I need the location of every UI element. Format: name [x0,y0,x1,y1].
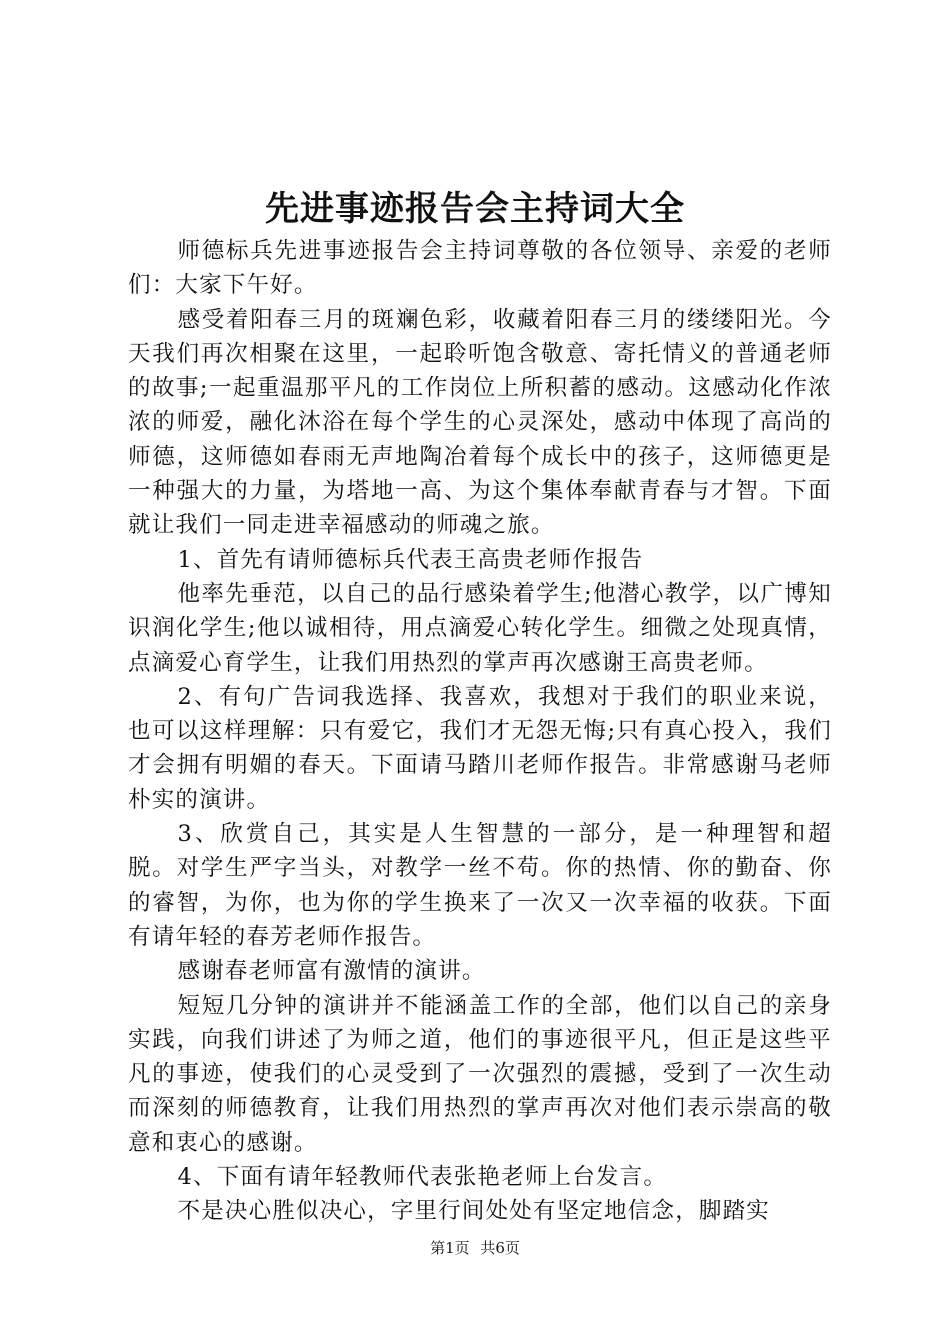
page-footer [0,1238,950,1258]
document-body [128,234,832,1229]
page-number-total: 共6页 [480,1239,520,1257]
paragraph: 3、欣赏自己，其实是人生智慧的一部分，是一种理智和超脱。对学生严字当头，对教学一丝不苟。你的热情、你的勤奋、你的睿智，为你，也为你的学生换来了一次又一次幸福的收获。下面有请年轻的春芳老师作报告。 [128,821,832,950]
paragraph: 他率先垂范，以自己的品行感染着学生;他潜心教学，以广博知识润化学生;他以诚相待，用点滴爱心转化学生。细微之处现真情，点滴爱心育学生，让我们用热烈的掌声再次感谢王高贵老师。 [128,580,832,676]
document-title: 先进事迹报告会主持词大全 [265,189,685,229]
paragraph: 4、下面有请年轻教师代表张艳老师上台发言。 [177,1164,668,1191]
paragraph: 感谢春老师富有激情的演讲。 [177,958,486,985]
paragraph: 感受着阳春三月的斑斓色彩，收藏着阳春三月的缕缕阳光。今天我们再次相聚在这里，一起聆听饱含敬意、寄托情义的普通老师的故事;一起重温那平凡的工作岗位上所积蓄的感动。这感动化作浓浓的师爱，融化沐浴在每个学生的心灵深处，感动中体现了高尚的师德，这师德如春雨无声地陶冶着每个成长中的孩子，这师德更是一种强大的力量，为塔地一高、为这个集体奉献青春与才智。下面就让我们一同走进幸福感动的师魂之旅。 [128,306,832,539]
paragraph: 短短几分钟的演讲并不能涵盖工作的全部，他们以自己的亲身实践，向我们讲述了为师之道，他们的事迹很平凡，但正是这些平凡的事迹，使我们的心灵受到了一次强烈的震撼，受到了一次生动而深刻的师德教育，让我们用热烈的掌声再次对他们表示崇高的敬意和衷心的感谢。 [128,992,832,1156]
paragraph: 师德标兵先进事迹报告会主持词尊敬的各位领导、亲爱的老师们：大家下午好。 [128,238,832,299]
paragraph: 不是决心胜似决心，字里行间处处有坚定地信念，脚踏实 [177,1198,771,1225]
paragraph: 1、首先有请师德标兵代表王高贵老师作报告 [177,546,644,573]
page-number-current: 第1页 [430,1239,470,1257]
paragraph: 2、有句广告词我选择、我喜欢，我想对于我们的职业来说，也可以这样理解：只有爱它，我们才无怨无悔;只有真心投入，我们才会拥有明媚的春天。下面请马踏川老师作报告。非常感谢马老师朴实的演讲。 [128,683,832,813]
